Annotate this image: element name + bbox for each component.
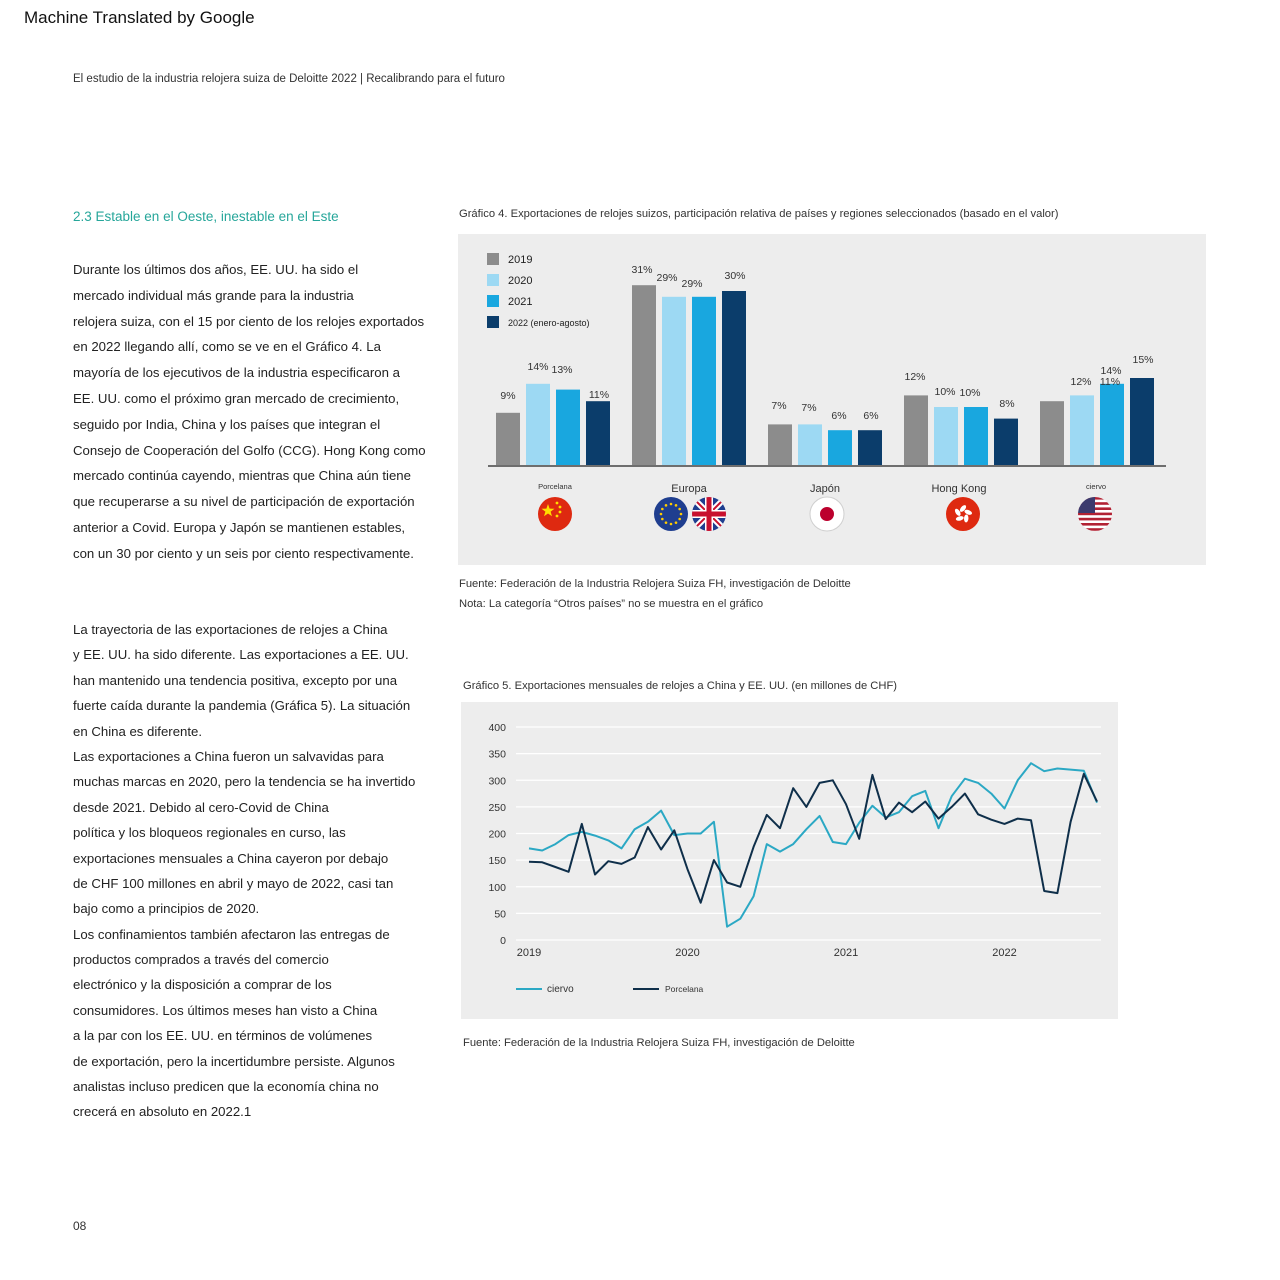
paragraph-line: a la par con los EE. UU. en términos de volúmenes bbox=[73, 1028, 373, 1044]
y-tick-label: 100 bbox=[488, 881, 506, 894]
data-label: 6% bbox=[831, 410, 847, 422]
bar bbox=[1100, 384, 1124, 465]
legend-swatch bbox=[487, 316, 499, 328]
x-tick-label: 2021 bbox=[833, 947, 859, 959]
bar bbox=[496, 413, 520, 465]
paragraph-line: bajo como a principios de 2020. bbox=[73, 901, 260, 917]
category-label: Porcelana bbox=[538, 482, 572, 491]
paragraph-line: que recuperarse a su nivel de participación de exportación bbox=[73, 494, 415, 510]
y-tick-label: 150 bbox=[488, 855, 506, 868]
paragraph-line: Consejo de Cooperación del Golfo (CCG). Hong Kong como bbox=[73, 442, 426, 458]
legend-label: 2020 bbox=[508, 275, 533, 287]
paragraph-line: muchas marcas en 2020, pero la tendencia se ha invertido bbox=[73, 774, 416, 790]
paragraph-line: desde 2021. Debido al cero-Covid de China bbox=[73, 799, 329, 815]
legend-label: Porcelana bbox=[665, 984, 704, 994]
chart-4-source: Fuente: Federación de la Industria Relojera Suiza FH, investigación de Deloitte bbox=[459, 578, 851, 590]
paragraph-line: mercado continúa cayendo, mientras que China aún tiene bbox=[73, 468, 411, 484]
paragraph-line: productos comprados a través del comercio bbox=[73, 952, 329, 968]
chart-5-panel bbox=[461, 702, 1118, 1019]
data-label: 30% bbox=[724, 270, 746, 282]
bar bbox=[1130, 378, 1154, 465]
paragraph-line: La trayectoria de las exportaciones de relojes a China bbox=[73, 622, 388, 637]
category-label: Hong Kong bbox=[931, 483, 987, 495]
page-number: 08 bbox=[73, 1219, 87, 1233]
category-label: Europa bbox=[671, 483, 707, 495]
china-flag-icon bbox=[538, 497, 572, 531]
y-tick-label: 200 bbox=[488, 828, 506, 841]
paragraph-line: crecerá en absoluto en 2022.1 bbox=[73, 1104, 252, 1120]
chart-4-title: Gráfico 4. Exportaciones de relojes suizos, participación relativa de países y regiones seleccionados (basado en el valor) bbox=[459, 208, 1059, 220]
legend-swatch bbox=[487, 295, 499, 307]
bar bbox=[662, 297, 686, 465]
paragraph-line: política y los bloqueos regionales en curso, las bbox=[73, 825, 346, 841]
paragraph-line: de CHF 100 millones en abril y mayo de 2022, casi tan bbox=[73, 875, 394, 891]
legend-label: 2021 bbox=[508, 296, 533, 308]
bar bbox=[556, 390, 580, 465]
data-label: 12% bbox=[1070, 376, 1092, 388]
paragraph-line: analistas incluso predicen que la economía china no bbox=[73, 1079, 379, 1095]
machine-translated-banner: Machine Translated by Google bbox=[24, 8, 255, 27]
paragraph-line: relojera suiza, con el 15 por ciento de los relojes exportados bbox=[73, 313, 425, 329]
body-paragraph-1 bbox=[73, 257, 443, 567]
category-label: ciervo bbox=[1085, 482, 1107, 491]
paragraph-line: en China es diferente. bbox=[73, 723, 203, 739]
chart-5-source: Fuente: Federación de la Industria Relojera Suiza FH, investigación de Deloitte bbox=[463, 1037, 855, 1049]
data-label: 10% bbox=[959, 387, 981, 399]
legend-label: 2019 bbox=[508, 254, 533, 266]
x-tick-label: 2020 bbox=[675, 947, 700, 959]
x-tick-label: 2022 bbox=[992, 947, 1017, 959]
data-label: 7% bbox=[771, 400, 787, 412]
bar bbox=[1040, 401, 1064, 465]
y-tick-label: 400 bbox=[488, 722, 506, 734]
paragraph-line: de exportación, pero la incertidumbre persiste. Algunos bbox=[73, 1053, 395, 1069]
data-label: 11% bbox=[1099, 376, 1121, 388]
bar bbox=[692, 297, 716, 465]
data-label: 14% bbox=[1100, 365, 1122, 377]
paragraph-line: con un 30 por ciento y un seis por ciento respectivamente. bbox=[73, 545, 414, 561]
legend-label: 2022 (enero-agosto) bbox=[508, 318, 590, 328]
running-header: El estudio de la industria relojera suiza de Deloitte 2022 | Recalibrando para el futuro bbox=[73, 73, 505, 85]
legend-label: ciervo bbox=[547, 984, 574, 995]
y-tick-label: 300 bbox=[488, 775, 506, 788]
bar bbox=[904, 395, 928, 465]
paragraph-line: Las exportaciones a China fueron un salvavidas para bbox=[73, 748, 384, 764]
us-flag-icon bbox=[1078, 497, 1112, 531]
paragraph-line: electrónico y la disposición a comprar de los bbox=[73, 977, 332, 993]
us-exports-line bbox=[529, 763, 1097, 927]
data-label: 15% bbox=[1132, 354, 1154, 366]
bar bbox=[586, 401, 610, 465]
japan-flag-icon bbox=[810, 497, 844, 531]
section-heading: 2.3 Estable en el Oeste, inestable en el Este bbox=[73, 209, 339, 224]
bar bbox=[994, 419, 1018, 465]
chart-5-line-chart bbox=[461, 702, 1118, 1019]
paragraph-line: fuerte caída durante la pandemia (Gráfica 5). La situación bbox=[73, 698, 411, 714]
data-label: 10% bbox=[934, 386, 956, 398]
paragraph-line: EE. UU. como el próximo gran mercado de crecimiento, bbox=[73, 390, 400, 406]
chart-5-title: Gráfico 5. Exportaciones mensuales de relojes a China y EE. UU. (en millones de CHF) bbox=[463, 680, 898, 692]
legend-swatch bbox=[487, 274, 499, 286]
y-tick-label: 250 bbox=[488, 801, 506, 814]
y-tick-label: 350 bbox=[488, 748, 506, 761]
data-label: 6% bbox=[863, 410, 879, 422]
paragraph-line: en 2022 llegando allí, como se ve en el Gráfico 4. La bbox=[73, 339, 381, 355]
x-tick-label: 2019 bbox=[516, 947, 542, 959]
bar bbox=[798, 424, 822, 465]
data-label: 14% bbox=[527, 361, 549, 373]
bar bbox=[934, 407, 958, 465]
legend-swatch bbox=[487, 253, 499, 265]
data-label: 11% bbox=[588, 389, 610, 401]
chart-4-note: Nota: La categoría “Otros países” no se muestra en el gráfico bbox=[459, 598, 764, 610]
paragraph-line: exportaciones mensuales a China cayeron por debajo bbox=[73, 850, 389, 866]
paragraph-line: consumidores. Los últimos meses han visto a China bbox=[73, 1002, 378, 1018]
hong-kong-flag-icon bbox=[946, 497, 980, 531]
bar bbox=[858, 430, 882, 465]
data-label: 13% bbox=[551, 364, 573, 376]
paragraph-line: anterior a Covid. Europa y Japón se mantienen estables, bbox=[73, 519, 406, 535]
data-label: 7% bbox=[801, 402, 817, 414]
eu-uk-flags-icon bbox=[654, 497, 726, 531]
paragraph-line: han mantenido una tendencia positiva, excepto por una bbox=[73, 672, 398, 688]
chart-4-bar-chart bbox=[458, 234, 1206, 565]
bar bbox=[1070, 395, 1094, 465]
chart-4-panel bbox=[458, 234, 1206, 565]
paragraph-line: mayoría de los ejecutivos de la industria especificaron a bbox=[73, 365, 400, 381]
data-label: 29% bbox=[681, 278, 703, 290]
data-label: 9% bbox=[500, 390, 516, 402]
y-tick-label: 50 bbox=[494, 908, 506, 921]
data-label: 8% bbox=[999, 398, 1015, 410]
paragraph-line: y EE. UU. ha sido diferente. Las exportaciones a EE. UU. bbox=[73, 647, 409, 663]
bar bbox=[526, 384, 550, 465]
category-label: Japón bbox=[810, 483, 840, 495]
bar bbox=[632, 285, 656, 465]
paragraph-line: Durante los últimos dos años, EE. UU. ha sido el bbox=[73, 262, 359, 277]
data-label: 12% bbox=[904, 371, 926, 383]
bar bbox=[828, 430, 852, 465]
data-label: 31% bbox=[631, 264, 653, 276]
bar bbox=[722, 291, 746, 465]
y-tick-label: 0 bbox=[500, 935, 506, 947]
bar bbox=[768, 424, 792, 465]
paragraph-line: seguido por India, China y los países que integran el bbox=[73, 416, 381, 432]
body-paragraph-2 bbox=[73, 617, 443, 1125]
paragraph-line: Los confinamientos también afectaron las entregas de bbox=[73, 926, 390, 942]
bar bbox=[964, 407, 988, 465]
data-label: 29% bbox=[656, 272, 678, 284]
paragraph-line: mercado individual más grande para la industria bbox=[73, 287, 354, 303]
